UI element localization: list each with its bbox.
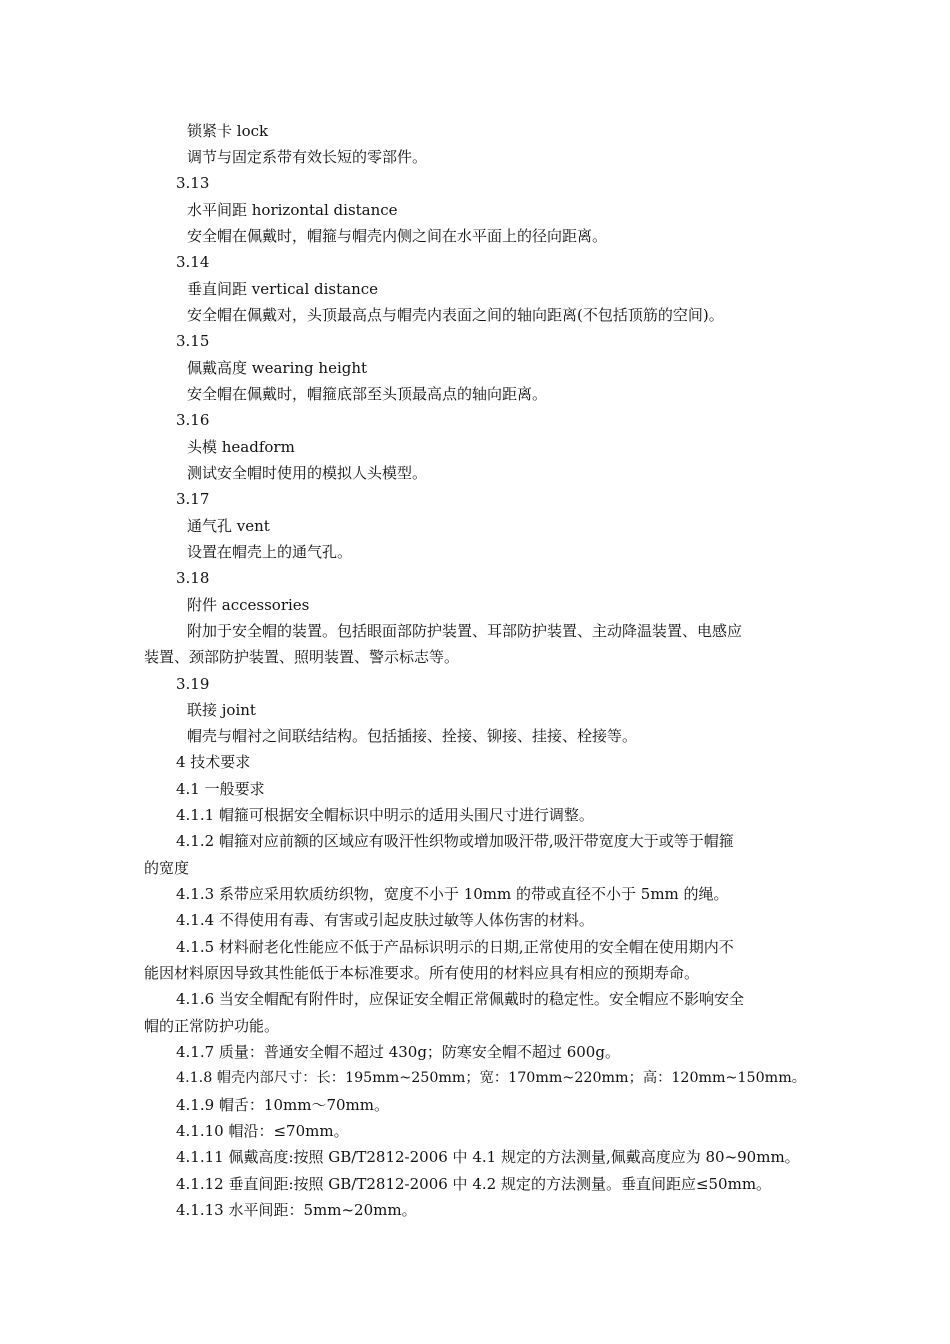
clause-continued: 帽的正常防护功能。 [144,1017,280,1035]
section-number: 3.18 [176,569,210,587]
clause-continued: 的宽度 [144,859,190,877]
term-title: 头模 headform [187,438,295,456]
clause: 4.1.8 帽壳内部尺寸：长：195mm~250mm；宽：170mm~220mm；高：120mm~150mm。 [176,1070,806,1086]
clause: 4.1.4 不得使用有毒、有害或引起皮肤过敏等人体伤害的材料。 [176,911,594,929]
clause-continued: 能因材料原因导致其性能低于本标准要求。所有使用的材料应具有相应的预期寿命。 [144,964,700,982]
section-number: 3.13 [176,174,210,192]
term-title: 附件 accessories [187,596,310,614]
term-definition-continued: 装置、颈部防护装置、照明装置、警示标志等。 [144,648,460,666]
clause: 4.1.2 帽箍对应前额的区域应有吸汗性织物或增加吸汗带,吸汗带宽度大于或等于帽箍 [176,832,734,850]
term-definition: 安全帽在佩戴时，帽箍底部至头顶最高点的轴向距离。 [187,385,548,403]
term-title: 水平间距 horizontal distance [187,201,398,219]
clause: 4.1.5 材料耐老化性能应不低于产品标识明示的日期,正常使用的安全帽在使用期内不 [176,938,734,956]
term-title: 垂直间距 vertical distance [187,280,379,298]
clause: 4.1.9 帽舌：10mm～70mm。 [176,1096,390,1114]
term-definition: 安全帽在佩戴对，头顶最高点与帽壳内表面之间的轴向距离(不包括顶筋的空间)。 [187,306,724,324]
clause: 4.1.13 水平间距：5mm~20mm。 [176,1201,417,1219]
term-definition: 附加于安全帽的装置。包括眼面部防护装置、耳部防护装置、主动降温装置、电感应 [187,622,743,640]
clause: 4.1.3 系带应采用软质纺织物，宽度不小于 10mm 的带或直径不小于 5mm 的绳。 [176,885,729,903]
section-heading: 4.1 一般要求 [176,780,265,798]
section-number: 3.16 [176,411,210,429]
section-number: 3.17 [176,490,210,508]
chapter-heading: 4 技术要求 [176,753,251,771]
clause: 4.1.12 垂直间距:按照 GB/T2812-2006 中 4.2 规定的方法测量。垂直间距应≤50mm。 [176,1175,772,1193]
term-definition: 安全帽在佩戴时，帽箍与帽壳内侧之间在水平面上的径向距离。 [187,227,608,245]
term-definition: 测试安全帽时使用的模拟人头模型。 [187,464,428,482]
clause: 4.1.1 帽箍可根据安全帽标识中明示的适用头围尺寸进行调整。 [176,806,594,824]
clause: 4.1.6 当安全帽配有附件时，应保证安全帽正常佩戴时的稳定性。安全帽应不影响安全 [176,990,744,1008]
section-number: 3.15 [176,332,210,350]
term-definition: 设置在帽壳上的通气孔。 [187,543,353,561]
term-title: 佩戴高度 wearing height [187,359,368,377]
section-number: 3.14 [176,253,210,271]
term-title: 锁紧卡 lock [187,122,269,140]
term-definition: 帽壳与帽衬之间联结结构。包括插接、拴接、铆接、挂接、栓接等。 [187,727,638,745]
clause: 4.1.7 质量：普通安全帽不超过 430g；防寒安全帽不超过 600g。 [176,1043,620,1061]
term-title: 通气孔 vent [187,517,270,535]
clause: 4.1.10 帽沿：≤70mm。 [176,1122,349,1140]
term-definition: 调节与固定系带有效长短的零部件。 [187,148,428,166]
term-title: 联接 joint [187,701,256,719]
section-number: 3.19 [176,675,210,693]
clause: 4.1.11 佩戴高度:按照 GB/T2812-2006 中 4.1 规定的方法测量,佩戴高度应为 80~90mm。 [176,1148,800,1166]
